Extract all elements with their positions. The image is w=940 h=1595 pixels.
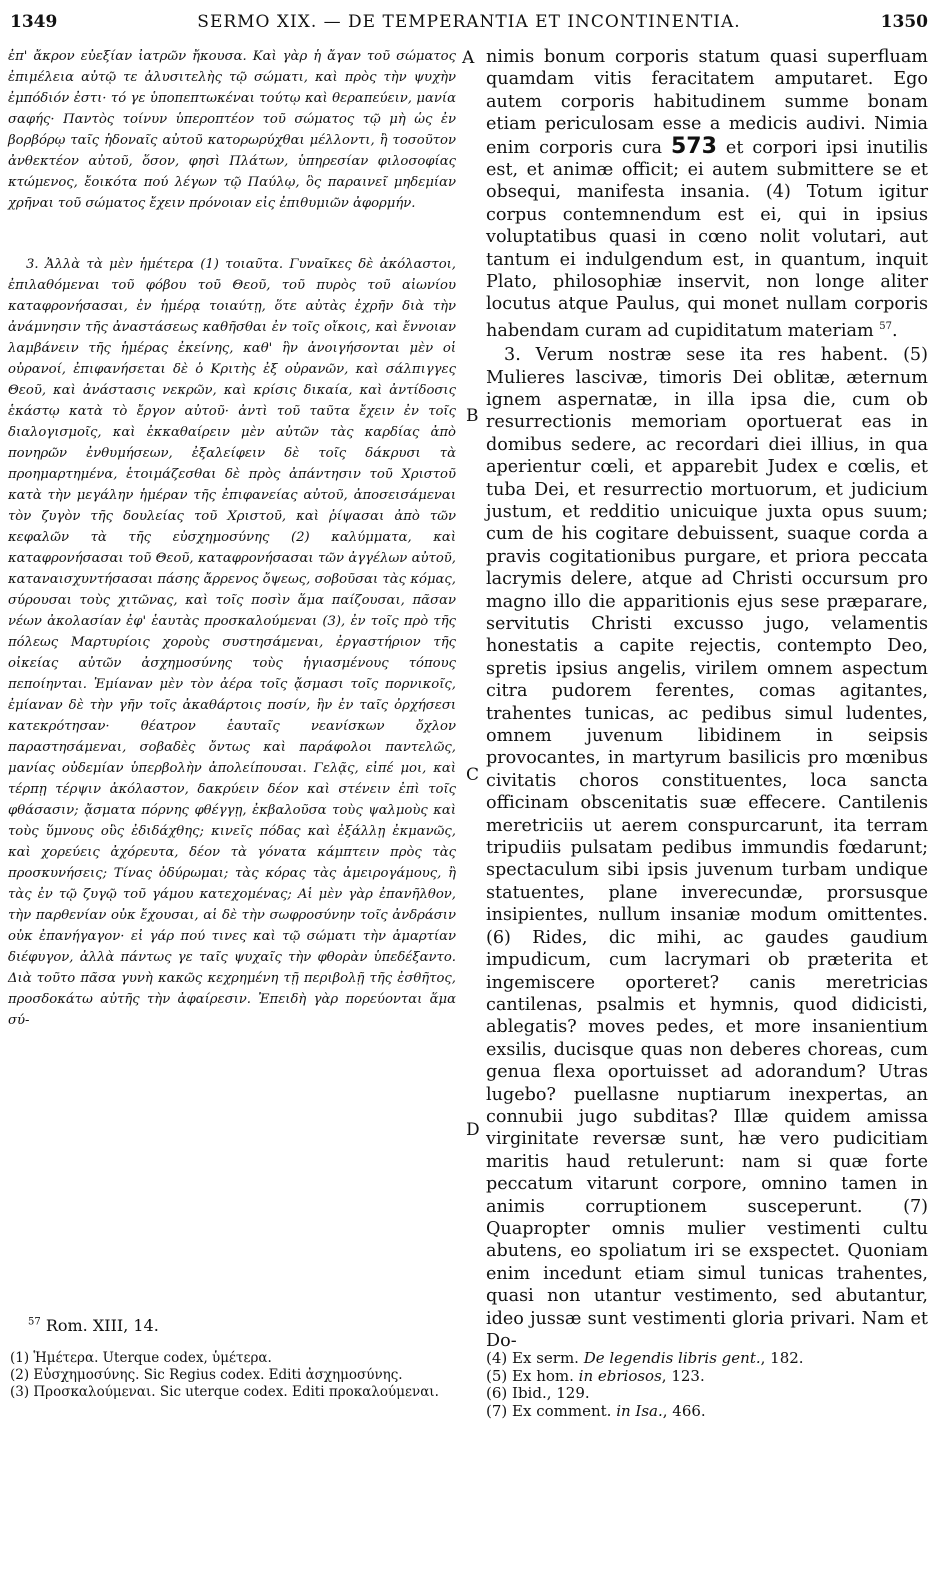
footnote-5-post: , 123. (661, 1366, 705, 1385)
scripture-footnote-number: 57 (28, 1316, 41, 1328)
footnote-7 (486, 1403, 926, 1421)
latin-column (486, 46, 928, 1352)
scripture-footnote-text: Rom. XIII, 14. (45, 1316, 159, 1335)
footnote-6 (486, 1385, 926, 1403)
greek-column (8, 46, 456, 1031)
margin-letter-c: C (466, 765, 480, 785)
footnote-5 (486, 1368, 926, 1386)
footnote-2: (2) Εὐσχημοσύνης. Sic Regius codex. Editi ἀσχημοσύνης. (10, 1367, 403, 1383)
footnote-1: (1) Ἡμέτερα. Uterque codex, ὑμέτερα. (10, 1350, 272, 1366)
column-number: 573 (670, 133, 717, 159)
margin-letter-b: B (466, 406, 479, 426)
running-header (10, 12, 928, 40)
footnote-4-post: , 182. (760, 1349, 804, 1367)
footnote-ref-57: 57 (879, 320, 892, 332)
latin-paragraph-1-part-a: nimis bonum corporis statum quasi superfluam quamdam vitis feracitatem amputaret. Ego autem corporis habitudinem summe bonam etiam periculosam esse a medicis audivi. Nimia enim corporis cura (486, 47, 928, 158)
footnotes-right (486, 1350, 926, 1420)
latin-paragraph-1-part-b: et corpori ipsi inutilis est, et animæ officit; ei autem submittere se et obsequi, manifesta insania. (4) Totum igitur corpus contemnendum est ei, qui in ipsius voluptatibus quasi in cœno nolit volutari, aut tantum ei indulgendum est, in quantum, inquit Plato, philosophiæ inservit, non longe aliter locutus atque Paulus, qui monet nullam corporis habendam curam ad cupiditatum materiam (486, 137, 929, 341)
page-number-right: 1350 (880, 12, 928, 32)
margin-letter-d: D (466, 1120, 480, 1140)
latin-paragraph-2: 3. Verum nostræ sese ita res habent. (5) Mulieres lascivæ, timoris Dei oblitæ, æternum ignem aspernatæ, in illa ipsa die, cum ob resurrectionis memoriam oportuerat eas in domibus sedere, ac recordari diei illius, in qua aperientur cœli, et apparebit Judex e cœlis, et tuba Dei, et resurrectio mortuorum, et judicium justum, et redditio unicuique juxta opus suum; cum de his cogitare debuissent, suaque corda a pravis cogitationibus purgare, et priora peccata lacrymis delere, atque ad Christi occursum pro magno illo die apparitionis ejus sese præparare, servitutis Christi excusso jugo, velamentis honestatis a capite rejectis, contempto Deo, spretis ipsius angelis, virilem omnem aspectum citra pudorem ferentes, comas agitantes, trahentes tunicas, ac pedibus simul ludentes, omnem juvenum libidinem in seipsis provocantes, in martyrum basilicis pro mœnibus civitatis choros constituentes, loca sancta officinam obscenitatis suæ effecere. Cantilenis meretriciis ut aerem conspurcarunt, ita terram tripudiis pulsatam pedibus immundis fœdarunt; spectaculum sibi ipsis juvenum turbam undique statuentes, plane inverecundæ, prorsusque insipientes, nullum insaniæ modum omittentes. (6) Rides, dic mihi, ac gaudes gaudium impudicum, cum lacrymari ob præterita et ingemiscere oporteret? canis meretricias cantilenas, psalmis et hymnis, quod didicisti, ablegatis? moves pedes, et more insanientium exsilis, ducisque quas non deberes choreas, cum genua flexa oportuisset ad adorandum? Utras lugebo? puellasne nuptiarum inexpertas, an connubii jugo subditas? Illæ quidem amissa virginitate reversæ sunt, hæ vero pudicitiam maritis haud retulerunt: nam si quæ forte peccatum vitarunt corpore, omnino tamen in animis corruptionem susceperunt. (7) Quapropter omnis mulier vestimenti cultu abutens, eo spoliatum iri se exspectet. Quoniam enim incedunt etiam simul tunicas trahentes, quasi non utantur vestimento, sed abutantur, ideo jussæ sunt vestimenti gloria privari. Nam et Do- (486, 345, 928, 1352)
footnote-7-pre: (7) Ex comment. (486, 1401, 617, 1420)
footnote-7-title: in Isa. (616, 1401, 663, 1420)
footnote-4-title: De legendis libris gent. (583, 1349, 761, 1367)
footnote-5-pre: (5) Ex hom. (486, 1366, 579, 1385)
margin-letter-a: A (462, 48, 475, 68)
footnote-4-pre: (4) Ex serm. (486, 1349, 584, 1367)
footnote-4 (486, 1350, 926, 1368)
scripture-footnote (28, 1316, 159, 1335)
greek-paragraph-1: ἐπ' ἄκρον εὐεξίαν ἰατρῶν ἤκουσα. Καὶ γὰρ ἡ ἄγαν τοῦ σώματος ἐπιμέλεια αὐτῷ τε ἀλυσιτελὴς τῷ σώματι, καὶ πρὸς τὴν ψυχὴν ἐμπόδιόν ἐστι· τό γε ὑποπεπτωκέναι τούτῳ καὶ θεραπεύειν, μανία σαφής· Παντὸς τοίνυν ὑπεροπτέον τοῦ σώματος τῷ μὴ ὡς ἐν βορβόρῳ ταῖς ἡδοναῖς αὐτοῦ κατορωρύχθαι μέλλοντι, ἢ τοσοῦτον ἀνθεκτέον αὐτοῦ, ὅσον, φησὶ Πλάτων, ὑπηρεσίαν φιλοσοφίας κτώμενος, ἔοικότα πού λέγων τῷ Παύλῳ, ὃς παραινεῖ μηδεμίαν χρῆναι τοῦ σώματος ἔχειν πρόνοιαν εἰς ἐπιθυμιῶν ἀφορμήν. (8, 49, 456, 211)
footnote-7-post: , 466. (662, 1401, 706, 1420)
running-title: SERMO XIX. — DE TEMPERANTIA ET INCONTINENTIA. (197, 12, 741, 32)
footnote-6-pre: (6) Ibid., 129. (486, 1384, 590, 1402)
footnote-5-title: in ebriosos (578, 1366, 662, 1385)
footnotes-left (10, 1350, 450, 1401)
footnote-3: (3) Προσκαλούμεναι. Sic uterque codex. Editi προκαλούμεναι. (10, 1384, 439, 1400)
latin-paragraph-1: nimis bonum corporis statum quasi superfluam quamdam vitis feracitatem amputaret. Ego autem corporis habitudinem summe bonam etiam periculosam esse a medicis audivi. Nimia enim corporis cura 573 et corpori ipsi inutilis est, et animæ officit; ei autem submittere se et obsequi, manifesta insania. (4) Totum igitur corpus contemnendum est ei, qui in ipsius voluptatibus quasi in cœno nolit volutari, aut tantum ei indulgendum est, in quantum, inquit Plato, philosophiæ inservit, non longe aliter locutus atque Paulus, qui monet nullam corporis habendam curam ad cupiditatum materiam $^{57}$. (486, 47, 929, 341)
page-number-left: 1349 (10, 12, 58, 32)
greek-paragraph-2: 3. Ἀλλὰ τὰ μὲν ἡμέτερα (1) τοιαῦτα. Γυναῖκες δὲ ἀκόλαστοι, ἐπιλαθόμεναι τοῦ φόβου τοῦ Θεοῦ, τοῦ πυρὸς τοῦ αἰωνίου καταφρονήσασαι, ἐν ἡμέρᾳ τοιαύτῃ, ὅτε αὐτὰς ἐχρῆν διὰ τὴν ἀνάμνησιν τῆς ἀναστάσεως καθῆσθαι ἐν τοῖς οἴκοις, καὶ ἔννοιαν λαμβάνειν τῆς ἡμέρας ἐκείνης, καθ' ἣν ἀνοιγήσονται μὲν οἱ οὐρανοί, ἐπιφανήσεται δὲ ὁ Κριτὴς ἐξ οὐρανῶν, καὶ σάλπιγγες Θεοῦ, καὶ ἀνάστασις νεκρῶν, καὶ κρίσις δικαία, καὶ ἀντίδοσις ἑκάστῳ κατὰ τὸ ἔργον αὐτοῦ· ἀντὶ τοῦ ταῦτα ἔχειν ἐν τοῖς διαλογισμοῖς, καὶ ἐκκαθαίρειν μὲν αὐτῶν τὰς καρδίας ἀπὸ πονηρῶν ἐνθυμήσεων, ἐξαλείφειν δὲ τοῖς δάκρυσι τὰ προημαρτημένα, ἑτοιμάζεσθαι δὲ πρὸς ἀπάντησιν τοῦ Χριστοῦ κατὰ τὴν μεγάλην ἡμέραν τῆς ἐπιφανείας αὐτοῦ, ἀποσεισάμεναι τὸν ζυγὸν τῆς δουλείας τοῦ Χριστοῦ, καὶ ῥίψασαι ἀπὸ τῶν κεφαλῶν τὰ τῆς εὐσχημοσύνης (2) καλύμματα, καὶ καταφρονήσασαι τοῦ Θεοῦ, καταφρονήσασαι τῶν ἀγγέλων αὐτοῦ, καταναισχυντήσασαι πάσης ἄρρενος ὄψεως, σοβοῦσαι τὰς κόμας, σύρουσαι τοὺς χιτῶνας, καὶ τοῖς ποσὶν ἅμα παίζουσαι, πᾶσαν νέων ἀκολασίαν ἐφ' ἑαυτὰς προσκαλούμεναι (3), ἐν τοῖς πρὸ τῆς πόλεως Μαρτυρίοις χοροὺς συστησάμεναι, ἐργαστήριον τῆς οἰκείας αὐτῶν ἀσχημοσύνης τοὺς ἡγιασμένους τόπους πεποίηνται. Ἐμίαναν μὲν τὸν ἀέρα τοῖς ᾄσμασι τοῖς πορνικοῖς, ἐμίαναν δὲ τὴν γῆν τοῖς ἀκαθάρτοις ποσίν, ἣν ἐν ταῖς ὀρχήσεσι κατεκρότησαν· θέατρον ἑαυταῖς νεανίσκων ὄχλον παραστησάμεναι, σοβαδὲς ὄντως καὶ παράφολοι παντελῶς, μανίας οὐδεμίαν ὑπερβολὴν ἀπολείπουσαι. Γελᾷς, εἰπέ μοι, καὶ τέρπῃ τέρψιν ἀκόλαστον, δακρύειν δέον καὶ στένειν ἐπὶ τοῖς φθάσασιν; ᾄσματα πόρνης φθέγγῃ, ἐκβαλοῦσα τοὺς ψαλμοὺς καὶ τοὺς ὕμνους οὓς ἐδιδάχθης; κινεῖς πόδας καὶ ἐξάλλῃ ἐκμανῶς, καὶ χορεύεις ἀχόρευτα, δέον τὰ γόνατα κάμπτειν πρὸς τὰς προσκυνήσεις; Τίνας ὀδύρωμαι; τὰς κόρας τὰς ἀμειρογάμους, ἢ τὰς ἐν τῷ ζυγῷ τοῦ γάμου κατεχομένας; Αἱ μὲν γὰρ ἐπανῆλθον, τὴν παρθενίαν οὐκ ἔχουσαι, αἱ δὲ τὴν σωφροσύνην τοῖς ἀνδράσιν οὐκ ἐπανήγαγον· εἰ γάρ πού τινες καὶ τῷ σώματι τὴν ἁμαρτίαν διέφυγον, ἀλλὰ πάντως γε ταῖς ψυχαῖς τὴν φθορὰν ὑπεδέξαντο. Διὰ τοῦτο πᾶσα γυνὴ κακῶς κεχρημένη τῇ περιβολῇ τῆς ἐσθῆτος, προσδοκάτω αὐτῆς τὴν ἀφαίρεσιν. Ἐπειδὴ γὰρ πορεύονται ἅμα σύ- (8, 257, 456, 1028)
